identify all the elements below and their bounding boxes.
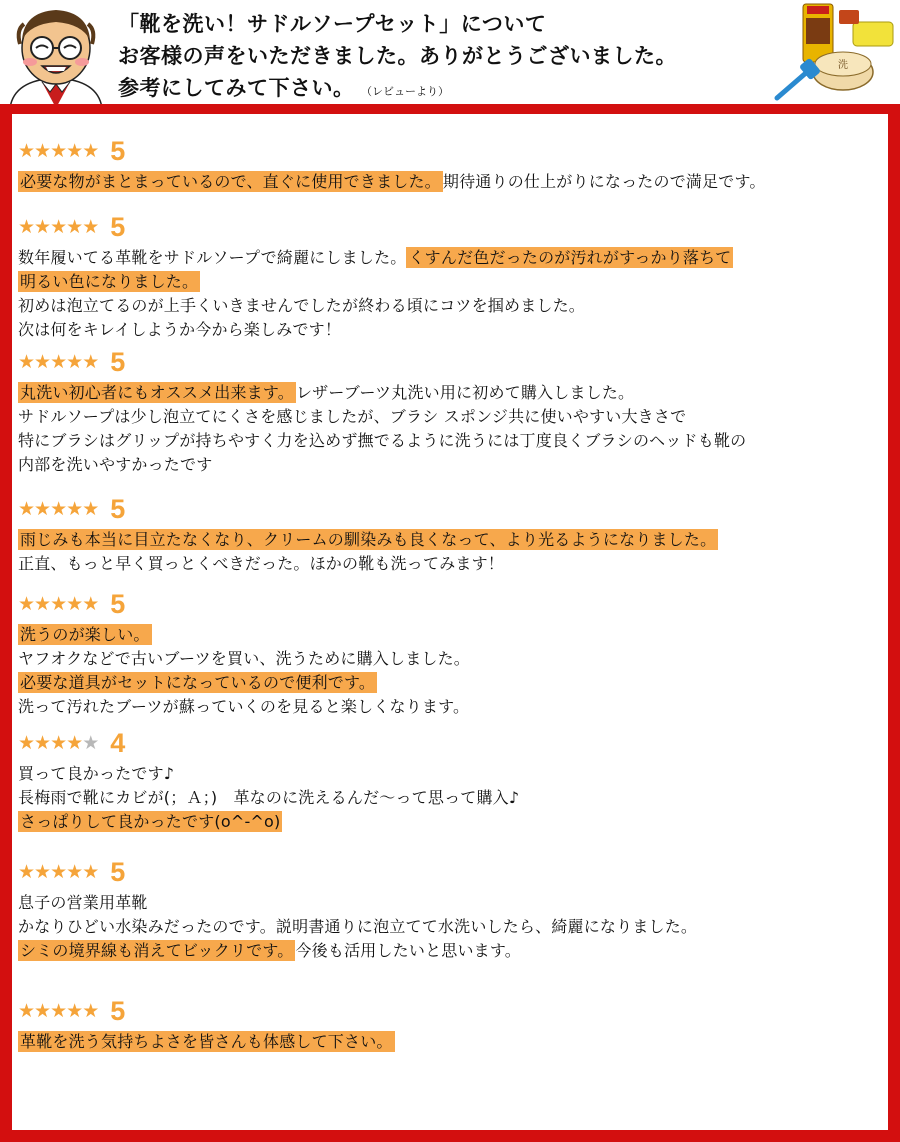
highlighted-text: くすんだ色だったのが汚れがすっかり落ちて (408, 248, 732, 267)
review-text: 初めは泡立てるのが上手くいきませんでしたが終わる頃にコツを掴めました。 (18, 296, 586, 315)
highlighted-text: 洗うのが楽しい。 (20, 625, 150, 644)
review-rating (18, 212, 884, 242)
star-filled-icon: ★ (50, 216, 67, 238)
review-item (18, 728, 884, 834)
star-filled-icon: ★ (66, 351, 83, 373)
header-hint-text: 参考にしてみて下さい。 (118, 76, 355, 100)
review-item (18, 857, 884, 963)
star-filled-icon: ★ (18, 216, 35, 238)
review-text: かなりひどい水染みだったのです。説明書通りに泡立てて水洗いしたら、綺麗になりました。 (18, 917, 698, 936)
review-rating (18, 589, 884, 619)
review-text: 今後も活用したいと思います。 (295, 941, 522, 960)
star-filled-icon: ★ (34, 140, 51, 162)
star-filled-icon: ★ (82, 498, 99, 520)
review-score: 5 (110, 494, 126, 524)
star-filled-icon: ★ (34, 216, 51, 238)
star-filled-icon: ★ (82, 861, 99, 883)
product-set-image (773, 2, 898, 104)
star-filled-icon: ★ (18, 140, 35, 162)
svg-text:洗: 洗 (838, 60, 848, 71)
star-filled-icon: ★ (34, 593, 51, 615)
header (0, 0, 900, 110)
review-text: 期待通りの仕上がりになったので満足です。 (442, 172, 766, 191)
review-text: 次は何をキレイしようか今から楽しみです！ (18, 320, 342, 339)
star-filled-icon: ★ (66, 593, 83, 615)
review-text-line (18, 429, 884, 453)
star-filled-icon: ★ (34, 861, 51, 883)
review-item (18, 212, 884, 342)
highlighted-text: さっぱりして良かったです(o^-^o) (20, 812, 281, 831)
star-filled-icon: ★ (50, 732, 67, 754)
star-filled-icon: ★ (82, 1000, 99, 1022)
mascot-avatar (2, 0, 110, 108)
review-score: 5 (110, 212, 126, 242)
reviews-panel (12, 114, 888, 1130)
review-text: 買って良かったです♪ (18, 764, 175, 783)
review-text-line (18, 671, 884, 695)
review-text-line (18, 623, 884, 647)
review-text-line (18, 294, 884, 318)
review-text-line (18, 528, 884, 552)
star-filled-icon: ★ (50, 1000, 67, 1022)
star-filled-icon: ★ (50, 351, 67, 373)
review-item (18, 347, 884, 477)
header-note: （レビューより） (366, 85, 449, 98)
review-score: 5 (110, 996, 126, 1026)
review-score: 5 (110, 136, 126, 166)
review-text: 数年履いてる革靴をサドルソープで綺麗にしました。 (18, 248, 407, 267)
highlighted-text: シミの境界線も消えてビックリです。 (20, 941, 294, 960)
review-text: レザーブーツ丸洗い用に初めて購入しました。 (295, 383, 635, 402)
review-score: 5 (110, 347, 126, 377)
highlighted-text: 丸洗い初心者にもオススメ出来ます。 (20, 383, 294, 402)
star-filled-icon: ★ (82, 593, 99, 615)
reviews-frame (0, 104, 900, 1142)
review-item (18, 996, 884, 1054)
star-rating-icon (18, 857, 98, 887)
review-text: サドルソープは少し泡立てにくさを感じましたが、ブラシ スポンジ共に使いやすい大きさで (18, 407, 687, 426)
review-item (18, 136, 884, 194)
star-filled-icon: ★ (66, 140, 83, 162)
review-text-line (18, 552, 884, 576)
review-text-line (18, 762, 884, 786)
review-text-line (18, 453, 884, 477)
review-text: 長梅雨で靴にカビが(；Ａ；) 革なのに洗えるんだ～って思って購入♪ (18, 788, 520, 807)
review-score: 5 (110, 589, 126, 619)
star-rating-icon (18, 728, 98, 758)
review-item (18, 589, 884, 719)
star-filled-icon: ★ (82, 140, 99, 162)
highlighted-text: 明るい色になりました。 (20, 272, 199, 291)
highlighted-text: 必要な物がまとまっているので、直ぐに使用できました。 (20, 172, 441, 191)
star-filled-icon: ★ (18, 732, 35, 754)
review-text-line (18, 915, 884, 939)
star-filled-icon: ★ (82, 216, 99, 238)
review-item (18, 494, 884, 576)
review-text-line (18, 381, 884, 405)
review-rating (18, 728, 884, 758)
star-filled-icon: ★ (18, 593, 35, 615)
star-filled-icon: ★ (18, 1000, 35, 1022)
review-text-line (18, 318, 884, 342)
star-rating-icon (18, 212, 98, 242)
review-text-line (18, 810, 884, 834)
star-filled-icon: ★ (66, 1000, 83, 1022)
review-rating (18, 136, 884, 166)
header-title: 「靴を洗い！サドルソープセット」について (118, 12, 547, 36)
star-filled-icon: ★ (66, 861, 83, 883)
review-text-line (18, 891, 884, 915)
star-rating-icon (18, 996, 98, 1026)
star-filled-icon: ★ (18, 861, 35, 883)
review-text: 息子の営業用革靴 (18, 893, 148, 912)
review-text-line (18, 405, 884, 429)
star-filled-icon: ★ (50, 498, 67, 520)
star-filled-icon: ★ (50, 861, 67, 883)
review-text: 正直、もっと早く買っとくべきだった。ほかの靴も洗ってみます！ (18, 554, 505, 573)
star-filled-icon: ★ (66, 216, 83, 238)
star-rating-icon (18, 136, 98, 166)
review-rating (18, 857, 884, 887)
review-rating (18, 996, 884, 1026)
star-filled-icon: ★ (34, 351, 51, 373)
review-text-line (18, 786, 884, 810)
review-text-line (18, 939, 884, 963)
star-filled-icon: ★ (50, 593, 67, 615)
review-text: 洗って汚れたブーツが蘇っていくのを見ると楽しくなります。 (18, 697, 470, 716)
review-text-line (18, 1030, 884, 1054)
star-empty-icon: ★ (82, 732, 99, 754)
star-filled-icon: ★ (18, 498, 35, 520)
star-filled-icon: ★ (82, 351, 99, 373)
review-text-line (18, 170, 884, 194)
review-score: 4 (110, 728, 126, 758)
star-filled-icon: ★ (18, 351, 35, 373)
header-hint (118, 72, 758, 108)
star-rating-icon (18, 589, 98, 619)
review-text: 特にブラシはグリップが持ちやすく力を込めず撫でるように洗うには丁度良くブラシのヘッドも靴の (18, 431, 747, 450)
star-filled-icon: ★ (34, 498, 51, 520)
review-text-line (18, 270, 884, 294)
header-text (118, 8, 758, 108)
review-text: 内部を洗いやすかったです (18, 455, 213, 474)
review-rating (18, 494, 884, 524)
highlighted-text: 革靴を洗う気持ちよさを皆さんも体感して下さい。 (20, 1032, 393, 1051)
review-rating (18, 347, 884, 377)
highlighted-text: 雨じみも本当に目立たなくなり、クリームの馴染みも良くなって、より光るようになりました。 (20, 530, 717, 549)
star-filled-icon: ★ (34, 1000, 51, 1022)
star-rating-icon (18, 494, 98, 524)
review-text: ヤフオクなどで古いブーツを買い、洗うために購入しました。 (18, 649, 471, 668)
review-text-line (18, 695, 884, 719)
star-filled-icon: ★ (50, 140, 67, 162)
highlighted-text: 必要な道具がセットになっているので便利です。 (20, 673, 376, 692)
star-filled-icon: ★ (34, 732, 51, 754)
header-thanks: お客様の声をいただきました。ありがとうございました。 (118, 44, 677, 68)
review-text-line (18, 246, 884, 270)
review-score: 5 (110, 857, 126, 887)
review-text-line (18, 647, 884, 671)
star-filled-icon: ★ (66, 732, 83, 754)
star-rating-icon (18, 347, 98, 377)
star-filled-icon: ★ (66, 498, 83, 520)
